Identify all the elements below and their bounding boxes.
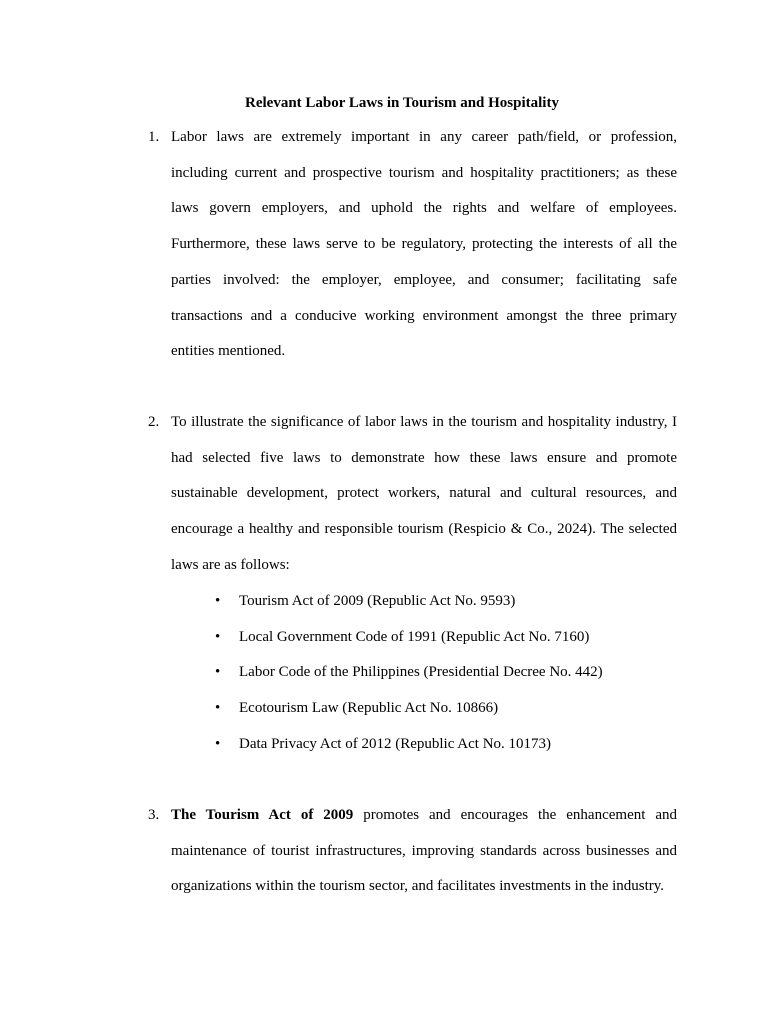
paragraph-text: To illustrate the significance of labor laws in the tourism and hospitality industry, I had selected five laws to demonstrate how these laws ensure and promote sustainable development, protect workers, natural and cultural resources, and encourage a healthy and responsible tourism (Respicio & Co., 2024). The selected laws are as follows: xyxy=(171,414,677,573)
list-item-text: Ecotourism Law (Republic Act No. 10866) xyxy=(239,700,499,717)
paragraph-bold-lead: The Tourism Act of 2009 xyxy=(171,807,354,823)
laws-list xyxy=(215,584,603,763)
list-item xyxy=(215,727,603,763)
item-number: 3. xyxy=(148,807,160,823)
list-item-text: Labor Code of the Philippines (Presidential Decree No. 442) xyxy=(239,664,603,681)
bullet-icon: • xyxy=(215,593,221,609)
item-number: 2. xyxy=(148,414,160,430)
item-number: 1. xyxy=(148,129,160,145)
paragraph-text: promotes and encourages the enhancement and maintenance of tourist infrastructures, improving standards across businesses and organizations within the tourism sector, and facilitates investments in the industry. xyxy=(171,807,678,895)
list-item-text: Local Government Code of 1991 (Republic Act No. 7160) xyxy=(239,628,590,645)
list-item-text: Data Privacy Act of 2012 (Republic Act No. 10173) xyxy=(239,735,552,752)
list-item xyxy=(215,655,603,691)
numbered-paragraph xyxy=(148,120,677,370)
paragraph-text: Labor laws are extremely important in any career path/field, or profession, including current and prospective tourism and hospitality practitioners; as these laws govern employers, and uphold the rights and welfare of employees. Furthermore, these laws serve to be regulatory, protecting the interests of all the parties involved: the employer, employee, and consumer; facilitating safe transactions and a conducive working environment amongst the three primary entities mentioned. xyxy=(171,129,677,360)
numbered-paragraph xyxy=(148,798,678,905)
list-item xyxy=(215,691,603,727)
numbered-paragraph xyxy=(148,405,677,584)
list-item xyxy=(215,584,603,620)
bullet-icon: • xyxy=(215,735,221,752)
list-item xyxy=(215,620,603,656)
bullet-icon: • xyxy=(215,628,221,645)
document-title: Relevant Labor Laws in Tourism and Hospitality xyxy=(245,95,559,111)
list-item-text: Tourism Act of 2009 (Republic Act No. 9593) xyxy=(239,593,516,609)
bullet-icon: • xyxy=(215,700,221,717)
bullet-icon: • xyxy=(215,664,221,681)
